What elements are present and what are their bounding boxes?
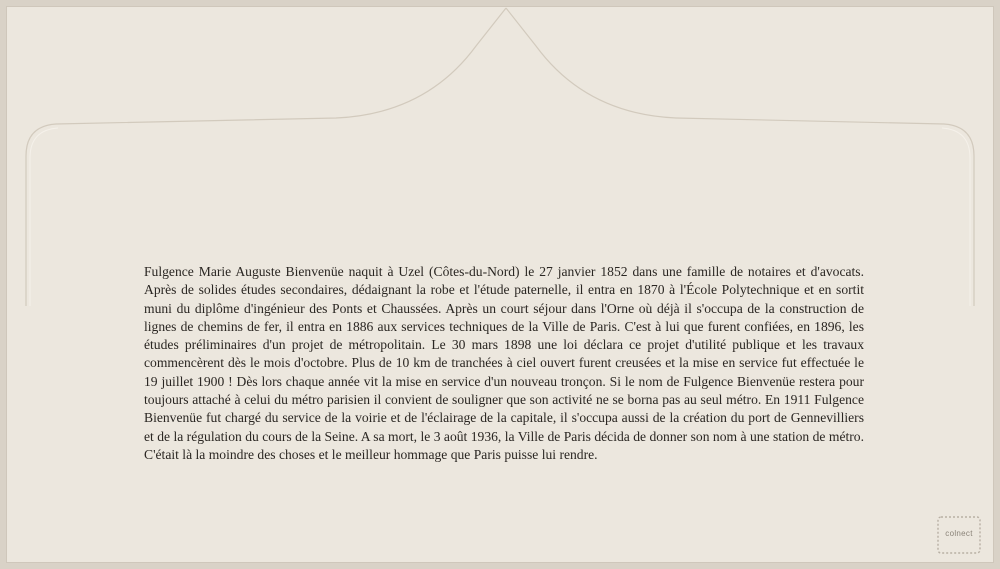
envelope-back [6,6,994,563]
watermark-label: colnect [945,529,973,538]
biography-text: Fulgence Marie Auguste Bienvenüe naquit à Uzel (Côtes-du-Nord) le 27 janvier 1852 dans une famille de notaires et d'avocats. Après de solides études secondaires, dédaignant la robe et l'étude paternelle, il entra en 1870 à l'École Polytechnique et en sortit muni du diplôme d'ingénieur des Ponts et Chaussées. Après un court séjour dans l'Orne où déjà il s'occupa de la construction de lignes de chemins de fer, il entra en 1886 aux services techniques de la Ville de Paris. C'est à lui que furent confiées, en 1896, les études préliminaires d'un projet de métropolitain. Le 30 mars 1898 une loi déclara ce projet d'utilité publique et les travaux commencèrent dès le mois d'octobre. Plus de 10 km de tranchées à ciel ouvert furent creusées et la mise en service fut effectuée le 19 juillet 1900 ! Dès lors chaque année vit la mise en service d'un nouveau tronçon. Si le nom de Fulgence Bienvenüe restera pour toujours attaché à celui du métro parisien il convient de souligner que son activité ne se borna pas au seul métro. En 1911 Fulgence Bienvenüe fut chargé du service de la voirie et de l'éclairage de la capitale, il s'occupa aussi de la création du port de Gennevilliers et de la régulation du cours de la Seine. A sa mort, le 3 août 1936, la Ville de Paris décida de donner son nom à une station de métro. C'était là la moindre des choses et le meilleur hommage que Paris puisse lui rendre. [144,264,864,462]
stamp-logo-icon [932,513,986,557]
envelope-flap-outline [6,6,994,306]
